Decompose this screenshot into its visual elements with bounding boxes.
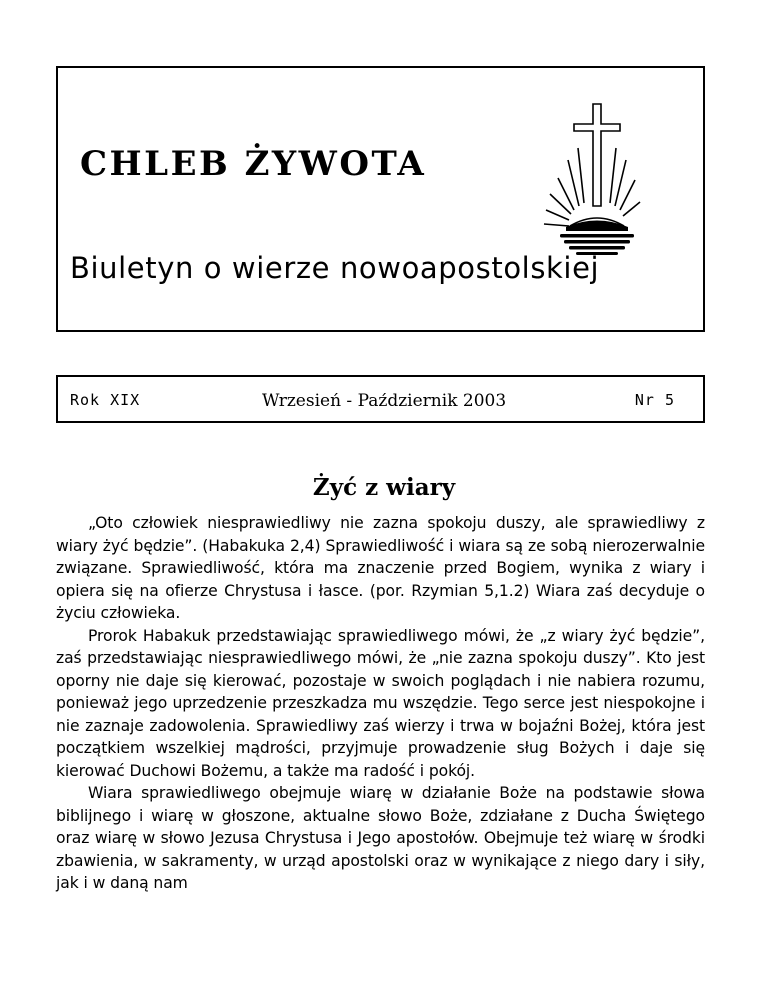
issue-number: Nr 5 xyxy=(634,391,675,409)
issue-date: Wrzesień - Październik 2003 xyxy=(262,391,507,411)
masthead-box xyxy=(56,66,705,332)
issue-year: Rok XIX xyxy=(70,391,141,409)
article-paragraph: Prorok Habakuk przedstawiając sprawiedliwego mówi, że „z wiary żyć będzie”, zaś przedstawiając niesprawiedliwego mówi, że „nie zazna spokoju duszy”. Kto jest oporny nie daje się kierować, pozostaje w swoich poglądach i nie nabiera rozumu, ponieważ jego uprzedzenie przeszkadza mu wszędzie. Tego serce jest niespokojne i nie zaznaje zadowolenia. Sprawiedliwy zaś wierzy i trwa w bojaźni Bożej, która jest początkiem wszelkiej mądrości, przyjmuje prowadzenie sług Bożych i daje się kierować Duchowi Bożemu, a także ma radość i pokój. xyxy=(56,626,705,780)
article-paragraph: „Oto człowiek niesprawiedliwy nie zazna spokoju duszy, ale sprawiedliwy z wiary żyć będzie”. (Habakuka 2,4) Sprawiedliwość i wiara są ze sobą nierozerwalnie związane. Sprawiedliwość, która ma znaczenie przed Bogiem, wynika z wiary i opiera się na ofierze Chrystusa i łasce. (por. Rzymian 5,1.2) Wiara zaś decyduje o życiu człowieka. xyxy=(56,514,705,622)
article-body xyxy=(56,512,705,895)
article-title: Żyć z wiary xyxy=(312,474,456,501)
issue-info-bar xyxy=(56,375,705,423)
article-paragraph: Wiara sprawiedliwego obejmuje wiarę w działanie Boże na podstawie słowa biblijnego i wiarę w głoszone, aktualne słowo Boże, zdziałane z Ducha Świętego oraz wiarę w słowo Jezusa Chrystusa i Jego apostołów. Obejmuje też wiarę w środki zbawienia, w sakramenty, w urząd apostolski oraz w wynikające z niego dary i siły, jak i w daną nam xyxy=(56,784,705,892)
newsletter-subtitle: Biuletyn o wierze nowoapostolskiej xyxy=(70,251,600,285)
newsletter-title: CHLEB ŻYWOTA xyxy=(80,144,427,184)
